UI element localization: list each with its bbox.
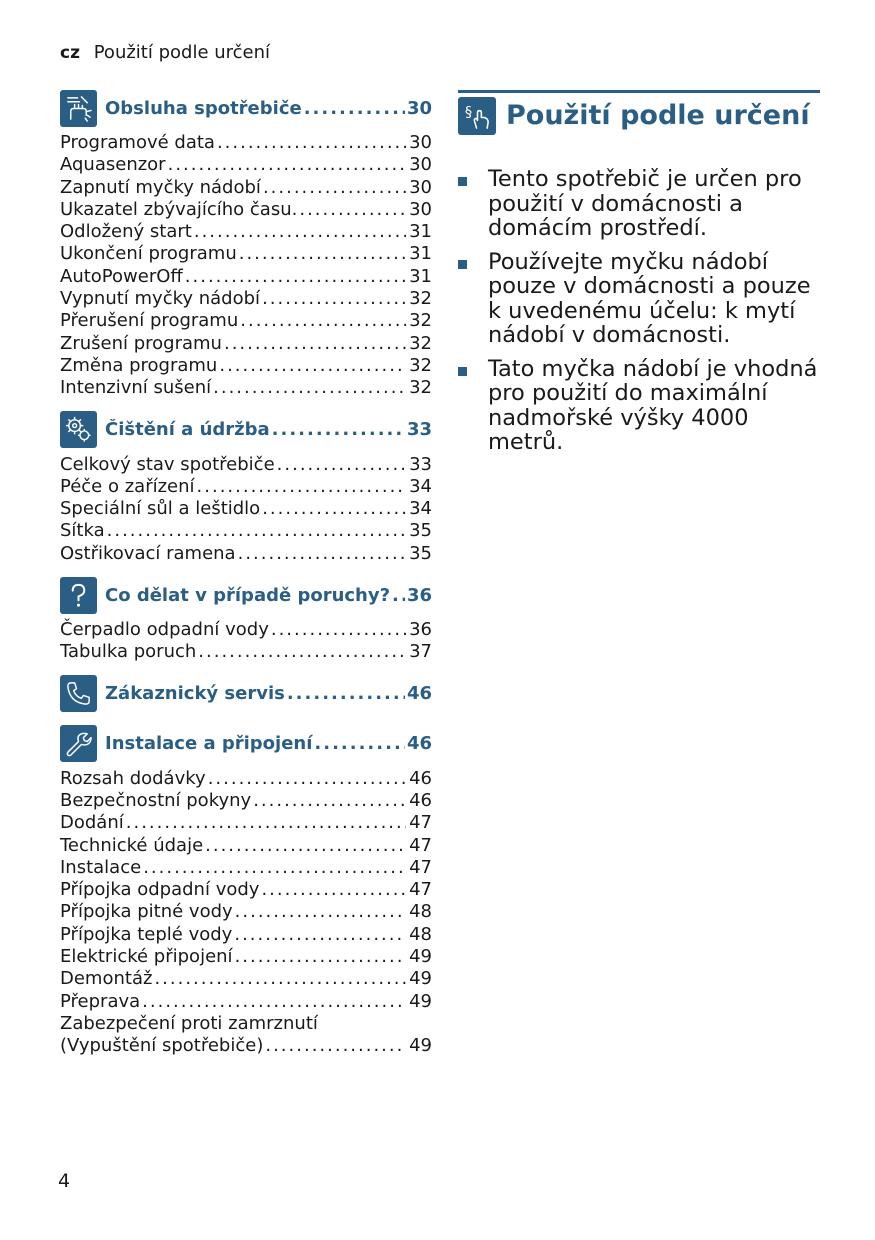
toc-entry-page: 49	[409, 946, 432, 968]
list-item-text: Používejte myčku nádobí pouze v domácnosti a pouze k uvedenému účelu: k mytí nádobí v domácnosti.	[488, 248, 811, 348]
toc-entry-page: 32	[409, 332, 432, 354]
toc-entry-page: 47	[409, 856, 432, 878]
toc-section-page: 46	[406, 733, 432, 755]
running-header	[60, 42, 270, 63]
toc-entry-label: Celkový stav spotřebiče	[60, 453, 275, 475]
dot-leader	[198, 641, 406, 662]
toc-entry[interactable]	[60, 812, 432, 834]
dot-leader	[261, 879, 406, 900]
toc-entry-page: 35	[409, 520, 432, 542]
toc-entry[interactable]	[60, 879, 432, 901]
toc-entry[interactable]	[60, 266, 432, 288]
toc-entry-label: Demontáž	[60, 968, 153, 990]
dot-leader	[194, 221, 406, 242]
toc-entry-label-line2: (Vypuštění spotřebiče)	[60, 1035, 264, 1057]
toc-entry[interactable]	[60, 243, 432, 265]
toc-entry[interactable]	[60, 377, 432, 399]
language-code: cz	[60, 43, 80, 63]
toc-entry-label-line1: Zabezpečení proti zamrznutí	[60, 1012, 318, 1034]
toc-entry[interactable]	[60, 1013, 432, 1058]
toc-entry[interactable]	[60, 310, 432, 332]
toc-section-page: 46	[406, 683, 432, 705]
dot-leader	[208, 768, 406, 789]
toc-entry-page: 46	[409, 789, 432, 811]
dot-leader	[217, 132, 406, 153]
question-icon	[60, 577, 97, 614]
toc-entry-page: 34	[409, 475, 432, 497]
toc-entry[interactable]	[60, 924, 432, 946]
dot-leader	[240, 310, 406, 331]
dot-leader	[271, 619, 406, 640]
dot-leader	[299, 199, 406, 220]
dot-leader	[263, 177, 406, 198]
header-title: Použití podle určení	[93, 42, 271, 63]
toc-section-heading[interactable]	[60, 88, 432, 128]
toc-section-heading[interactable]	[60, 724, 432, 764]
cleaning-gears-icon	[60, 411, 97, 448]
toc-entry[interactable]	[60, 154, 432, 176]
dot-leader	[143, 857, 406, 878]
toc-entry[interactable]	[60, 857, 432, 879]
toc-entry-label: Přípojka pitné vody	[60, 901, 233, 923]
toc-entry-page: 49	[409, 968, 432, 990]
toc-entry-label: Přípojka odpadní vody	[60, 879, 260, 901]
dot-leader	[253, 790, 406, 811]
dot-leader	[239, 243, 406, 264]
toc-entry[interactable]	[60, 790, 432, 812]
toc-entry[interactable]	[60, 968, 432, 990]
dot-leader	[235, 946, 406, 967]
toc-section-title: Čištění a údržba	[105, 419, 270, 441]
toc-section-title: Obsluha spotřebiče	[105, 97, 302, 119]
dot-leader	[168, 154, 406, 175]
list-item	[458, 167, 820, 241]
toc-entry-label: Přeprava	[60, 990, 141, 1012]
toc-entry-label: Přípojka teplé vody	[60, 923, 233, 945]
dot-leader	[238, 543, 406, 564]
toc-section-page: 33	[406, 419, 432, 441]
toc-entry[interactable]	[60, 768, 432, 790]
toc-section-title: Zákaznický servis	[105, 683, 285, 705]
toc-entry-label: Ostřikovací ramena	[60, 542, 236, 564]
toc-entry[interactable]	[60, 901, 432, 923]
toc-section-title: Instalace a připojení	[105, 733, 313, 755]
dot-leader	[392, 585, 405, 606]
table-of-contents	[60, 88, 432, 1068]
toc-entry-page: 49	[409, 990, 432, 1012]
toc-entry[interactable]	[60, 476, 432, 498]
dot-leader	[197, 476, 406, 497]
toc-entry-page: 32	[409, 354, 432, 376]
toc-entry-label: Zapnutí myčky nádobí	[60, 176, 261, 198]
intended-use-list	[458, 167, 820, 455]
toc-entry[interactable]	[60, 221, 432, 243]
toc-entry-label: Sítka	[60, 520, 105, 542]
toc-entry-page: 48	[409, 923, 432, 945]
toc-section-cleaning	[60, 410, 432, 565]
toc-entry-page: 30	[409, 132, 432, 153]
bullet-square-icon	[458, 177, 467, 186]
toc-entry[interactable]	[60, 454, 432, 476]
toc-entry-page: 32	[409, 377, 432, 399]
bullet-square-icon	[458, 260, 467, 269]
toc-entry[interactable]	[60, 355, 432, 377]
paragraph-hand-icon	[458, 97, 496, 135]
bullet-square-icon	[458, 367, 467, 376]
toc-entry-page: 34	[409, 498, 432, 520]
toc-entry-label: Změna programu	[60, 354, 218, 376]
dot-leader	[219, 355, 406, 376]
toc-entry-label: Ukazatel zbývajícího času.	[60, 198, 298, 220]
toc-section-title: Co dělat v případě poruchy?	[105, 584, 391, 606]
toc-entry[interactable]	[60, 520, 432, 542]
toc-entry-label: Intenzivní sušení	[60, 377, 212, 399]
toc-entry-label: Instalace	[60, 856, 142, 878]
toc-section-troubleshooting	[60, 575, 432, 664]
intended-use-section	[458, 90, 820, 464]
toc-entry-label: Tabulka poruch	[60, 641, 197, 663]
phone-icon	[60, 675, 97, 712]
toc-entry-label: Bezpečnostní pokyny	[60, 789, 252, 811]
hand-operation-icon	[60, 90, 97, 127]
svg-text:§: §	[464, 104, 472, 120]
toc-entry-page: 30	[409, 154, 432, 176]
dot-leader	[154, 968, 406, 989]
toc-entry-label: Rozsah dodávky	[60, 767, 206, 789]
toc-entry[interactable]	[60, 619, 432, 641]
toc-entry-page: 37	[409, 641, 432, 663]
toc-entry-label: AutoPowerOff	[60, 265, 183, 287]
toc-entry[interactable]	[60, 177, 432, 199]
dot-leader	[126, 812, 406, 833]
toc-entry[interactable]	[60, 946, 432, 968]
toc-section-heading[interactable]	[60, 575, 432, 615]
dot-leader	[185, 266, 406, 287]
toc-entry[interactable]	[60, 333, 432, 355]
dot-leader	[265, 1035, 406, 1056]
dot-leader	[235, 901, 406, 922]
toc-entry-label: Dodání	[60, 812, 124, 834]
toc-entry-label: Čerpadlo odpadní vody	[60, 619, 269, 641]
toc-entry-page: 31	[409, 265, 432, 287]
list-item	[458, 250, 820, 348]
toc-entry[interactable]	[60, 199, 432, 221]
dot-leader	[314, 733, 405, 754]
dot-leader	[107, 520, 406, 541]
toc-section-customer-service	[60, 674, 432, 714]
page-number: 4	[58, 1170, 71, 1192]
toc-entry-page: 31	[409, 221, 432, 243]
toc-entry-page: 46	[409, 767, 432, 789]
toc-entry[interactable]	[60, 641, 432, 663]
toc-section-page: 36	[406, 584, 432, 606]
dot-leader	[262, 498, 406, 519]
dot-leader	[234, 924, 406, 945]
toc-entry-page: 47	[409, 834, 432, 856]
toc-entry-label: Elektrické připojení	[60, 946, 233, 968]
dot-leader	[272, 419, 405, 440]
toc-entry-label: Vypnutí myčky nádobí	[60, 288, 261, 310]
toc-entry-label: Péče o zařízení	[60, 475, 195, 497]
intended-use-title: Použití podle určení	[506, 99, 810, 131]
toc-entry-page: 35	[409, 542, 432, 564]
toc-entry-page: 33	[409, 453, 432, 475]
toc-entry-label: Aquasenzor	[60, 154, 166, 176]
toc-entry[interactable]	[60, 498, 432, 520]
toc-section-operation	[60, 88, 432, 400]
dot-leader	[277, 454, 406, 475]
toc-section-page: 30	[406, 97, 432, 119]
toc-entry-label: Ukončení programu	[60, 243, 237, 265]
toc-section-heading[interactable]	[60, 674, 432, 714]
toc-section-heading[interactable]	[60, 410, 432, 450]
intended-use-heading	[458, 90, 820, 137]
toc-entry-page: 47	[409, 812, 432, 834]
toc-entry-label: Zrušení programu	[60, 332, 222, 354]
toc-entry[interactable]	[60, 991, 432, 1013]
toc-entry-page: 31	[409, 243, 432, 265]
toc-entry-page: 30	[409, 176, 432, 198]
toc-entry-page: 48	[409, 901, 432, 923]
toc-entry-label: Technické údaje	[60, 834, 204, 856]
toc-entry-label: Odložený start	[60, 221, 192, 243]
toc-entry-page: 49	[409, 1035, 432, 1057]
toc-entry-page: 36	[409, 619, 432, 641]
list-item	[458, 357, 820, 455]
toc-entry-label: Programové data	[60, 132, 215, 153]
toc-entry-page: 32	[409, 310, 432, 332]
toc-entry[interactable]	[60, 835, 432, 857]
dot-leader	[213, 377, 406, 398]
toc-entry-page: 30	[409, 198, 432, 220]
toc-entry-page: 47	[409, 879, 432, 901]
toc-entry-label: Speciální sůl a leštidlo	[60, 498, 261, 520]
toc-entry[interactable]	[60, 132, 432, 154]
toc-entry-page: 32	[409, 288, 432, 310]
list-item-text: Tento spotřebič je určen pro použití v domácnosti a domácím prostředí.	[488, 166, 802, 241]
dot-leader	[224, 333, 406, 354]
toc-entry[interactable]	[60, 543, 432, 565]
dot-leader	[205, 835, 406, 856]
dot-leader	[262, 288, 406, 309]
list-item-text: Tato myčka nádobí je vhodná pro použití do maximální nadmořské výšky 4000 metrů.	[488, 355, 818, 455]
dot-leader	[304, 98, 405, 119]
dot-leader	[142, 991, 406, 1012]
dot-leader	[287, 683, 405, 704]
toc-entry-label: Přerušení programu	[60, 310, 239, 332]
toc-entry[interactable]	[60, 288, 432, 310]
wrench-icon	[60, 725, 97, 762]
toc-section-installation	[60, 724, 432, 1058]
